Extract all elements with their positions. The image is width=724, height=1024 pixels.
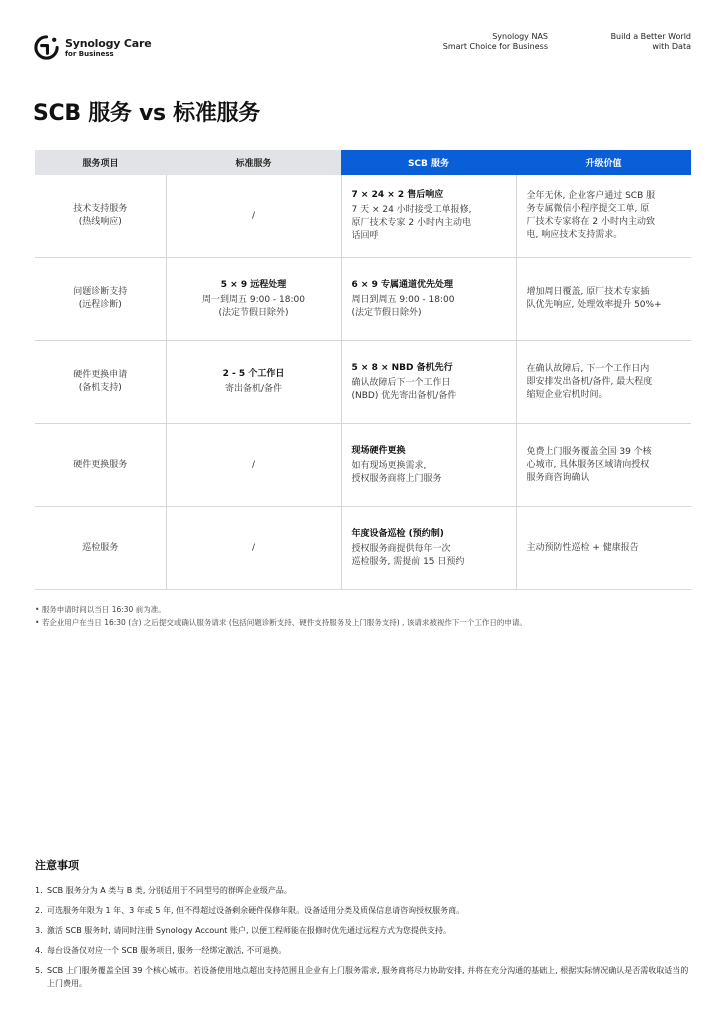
notes-list [35, 884, 695, 997]
note-item [35, 944, 695, 957]
upgrade-value-cell [516, 341, 691, 424]
standard-cell [166, 341, 341, 424]
comparison-table [35, 150, 691, 590]
scb-cell [341, 507, 516, 590]
cell-line: 主动预防性巡检 + 健康报告 [526, 542, 639, 553]
column-header-scb: SCB 服务 [341, 150, 516, 175]
cell-line: 硬件更换服务 [73, 459, 128, 470]
page-title: SCB 服务 vs 标准服务 [33, 101, 260, 126]
cell-heading: 6 × 9 专属通道优先处理 [351, 279, 453, 290]
table-row [35, 424, 691, 507]
note-text: 可选服务年限为 1 年、3 年或 5 年, 但不得超过设备剩余硬件保修年限。设备适用分类及质保信息请咨询授权服务商。 [47, 906, 465, 915]
note-text: SCB 服务分为 A 类与 B 类, 分别适用于不同型号的群晖企业级产品。 [47, 886, 292, 895]
cell-heading: 年度设备巡检 (预约制) [351, 528, 444, 539]
scb-cell [341, 258, 516, 341]
cell-line: 电, 响应技术支持需求。 [526, 230, 623, 240]
cell-line: 巡检服务, 需提前 15 日预约 [351, 556, 465, 567]
note-number: 2. [35, 906, 43, 915]
upgrade-value-cell [516, 258, 691, 341]
note-number: 4. [35, 946, 43, 955]
cell-heading: 5 × 8 × NBD 备机先行 [351, 362, 453, 373]
synology-care-logo [33, 34, 151, 61]
tagline-line: with Data [652, 42, 691, 51]
cell-line: 心城市, 具体服务区域请向授权 [526, 459, 650, 470]
cell-line: 服务商咨询确认 [526, 472, 590, 483]
standard-cell [166, 258, 341, 341]
note-text: 激活 SCB 服务时, 请同时注册 Synology Account 账户, 以便工程师能在报修时优先通过远程方式为您提供支持。 [47, 926, 452, 935]
cell-line: 缩短企业宕机时间。 [526, 389, 608, 400]
note-number: 5. [35, 966, 43, 975]
cell-line: (备机支持) [78, 383, 122, 393]
standard-cell [166, 424, 341, 507]
cell-line: 话回呼 [351, 231, 379, 241]
cell-line: 厂技术专家将在 2 小时内主动致 [526, 217, 655, 227]
note-item [35, 964, 695, 990]
cell-line: 7 天 × 24 小时接受工单报修, [351, 205, 472, 215]
note-text: 每台设备仅对应一个 SCB 服务项目, 服务一经绑定激活, 不可退换。 [47, 946, 287, 955]
tagline-build-better-world [571, 32, 691, 52]
cell-line: 免费上门服务覆盖全国 39 个核 [526, 446, 652, 457]
scb-cell [341, 341, 516, 424]
cell-heading: 2 - 5 个工作日 [222, 369, 285, 379]
scb-cell [341, 424, 516, 507]
note-item [35, 924, 695, 937]
cell-line: 问题诊断支持 [73, 287, 128, 297]
cell-line: (远程诊断) [78, 300, 122, 310]
cell-line: (法定节假日除外) [218, 307, 289, 318]
column-header-service-item: 服务项目 [35, 150, 166, 175]
cell-line: 授权服务商将上门服务 [351, 473, 442, 484]
service-item-cell [35, 175, 166, 258]
note-number: 3. [35, 926, 43, 935]
tagline-line: Synology NAS [492, 32, 548, 41]
table-row [35, 175, 691, 258]
cell-line: (NBD) 优先寄出备机/备件 [351, 390, 457, 401]
service-item-cell [35, 258, 166, 341]
cell-line: 巡检服务 [82, 542, 119, 553]
note-item [35, 884, 695, 897]
service-item-cell [35, 424, 166, 507]
cell-line: 在确认故障后, 下一个工作日内 [526, 363, 650, 374]
cell-line: 寄出备机/备件 [224, 384, 283, 394]
tagline-line: Build a Better World [610, 32, 691, 41]
cell-line: 全年无休, 企业客户通过 SCB 服 [526, 191, 656, 201]
page-header [33, 30, 691, 64]
column-header-upgrade-value: 升级价值 [516, 150, 691, 175]
upgrade-value-cell [516, 424, 691, 507]
cell-line: / [251, 459, 256, 470]
table-row [35, 258, 691, 341]
service-item-cell [35, 341, 166, 424]
cell-line: (法定节假日除外) [351, 307, 422, 318]
footnotes [35, 603, 695, 629]
standard-cell [166, 175, 341, 258]
cell-line: 队优先响应, 处理效率提升 50%+ [526, 300, 662, 310]
upgrade-value-cell [516, 175, 691, 258]
cell-heading: 现场硬件更换 [351, 445, 406, 456]
cell-line: 增加周日覆盖, 原厂技术专家插 [526, 287, 650, 297]
standard-cell [166, 507, 341, 590]
tagline-synology-nas [403, 32, 548, 52]
cell-line: 如有现场更换需求, [351, 460, 427, 471]
cell-line: (热线响应) [78, 217, 122, 227]
tagline-line: Smart Choice for Business [442, 42, 548, 51]
synology-logo-icon [33, 34, 60, 61]
cell-line: 即安排发出备机/备件, 最大程度 [526, 376, 653, 387]
cell-heading: 7 × 24 × 2 售后响应 [351, 190, 444, 200]
cell-line: 技术支持服务 [73, 204, 128, 214]
cell-line: 务专属微信小程序提交工单, 原 [526, 204, 650, 214]
notes-title: 注意事项 [35, 859, 79, 872]
cell-line: 硬件更换申请 [73, 370, 128, 380]
upgrade-value-cell [516, 507, 691, 590]
cell-line: / [251, 210, 256, 221]
cell-line: 周日到周五 9:00 - 18:00 [351, 294, 455, 305]
cell-line: 原厂技术专家 2 小时内主动电 [351, 218, 471, 228]
note-text: SCB 上门服务覆盖全国 39 个核心城市。若设备使用地点超出支持范围且企业有上门服务需求, 服务商将尽力协助安排, 并将在充分沟通的基础上, 根据实际情况确认是否需收取适当的上门费用。 [47, 966, 689, 988]
scb-cell [341, 175, 516, 258]
cell-line: 周一到周五 9:00 - 18:00 [202, 294, 305, 305]
table-row [35, 341, 691, 424]
note-item [35, 904, 695, 917]
footnote: • 服务申请时间以当日 16:30 前为准。 [35, 603, 695, 616]
logo-subtitle: for Business [65, 49, 114, 58]
logo-name: Synology Care [65, 36, 152, 50]
table-row [35, 507, 691, 590]
table-header-row [35, 150, 691, 175]
cell-line: 确认故障后下一个工作日 [351, 377, 451, 388]
cell-line: 授权服务商提供每年一次 [351, 543, 451, 554]
column-header-standard: 标准服务 [166, 150, 341, 175]
footnote: • 若企业用户在当日 16:30 (含) 之后提交或确认服务请求 (包括问题诊断支持、硬件支持服务及上门服务支持) , 该请求被视作下一个工作日的申请。 [35, 616, 695, 629]
cell-heading: 5 × 9 远程处理 [220, 279, 287, 290]
note-number: 1. [35, 886, 43, 895]
service-item-cell [35, 507, 166, 590]
cell-line: / [251, 542, 256, 553]
